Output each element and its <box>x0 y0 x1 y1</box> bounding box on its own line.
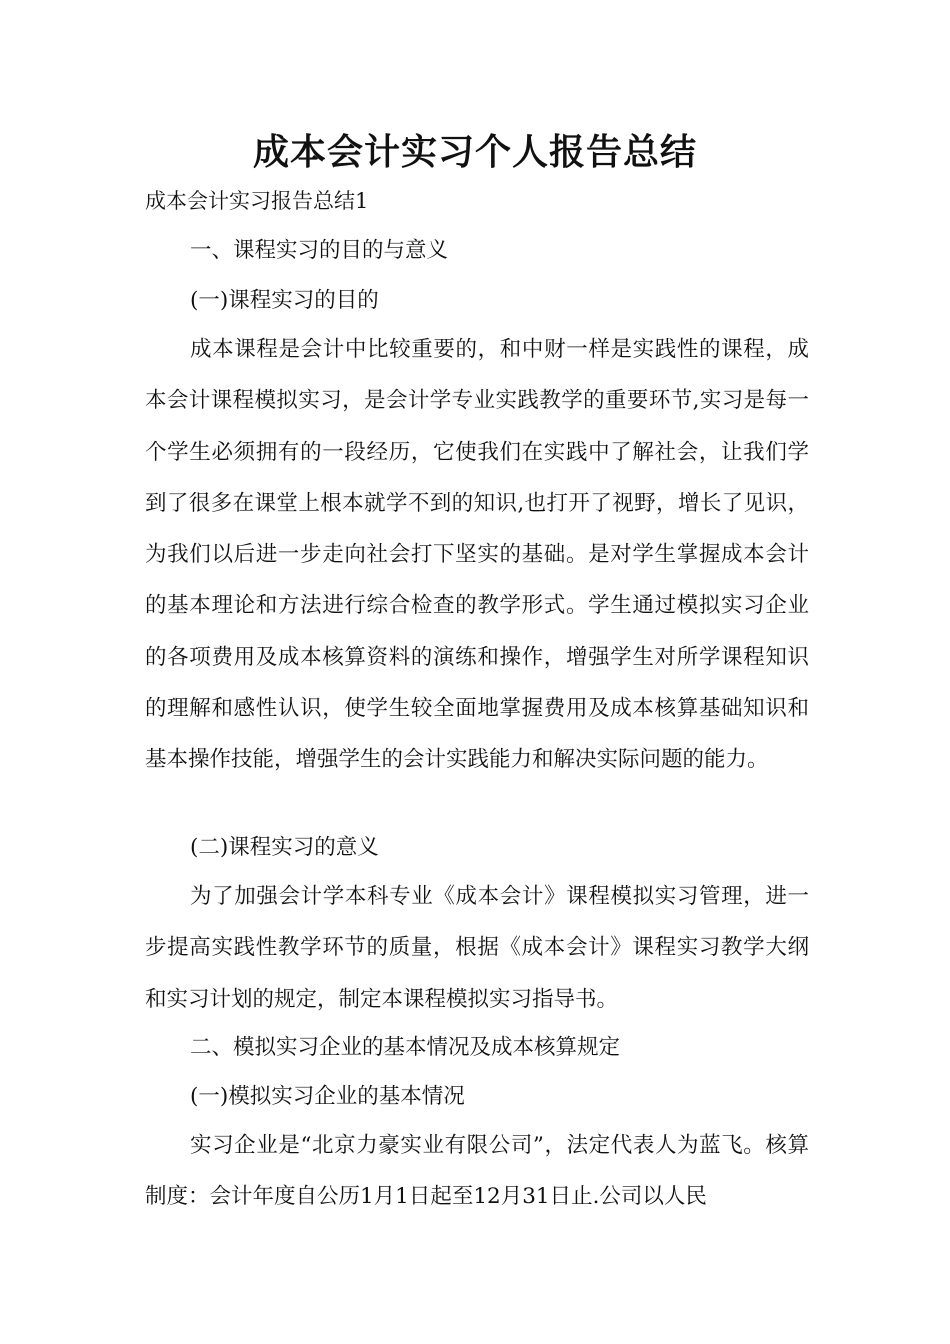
document-title: 成本会计实习个人报告总结 <box>252 131 697 173</box>
subsection-heading-2-1: (一)模拟实习企业的基本情况 <box>190 1084 465 1109</box>
section-heading-2: 二、模拟实习企业的基本情况及成本核算规定 <box>190 1035 621 1060</box>
section-heading-1: 一、课程实习的目的与意义 <box>190 238 449 263</box>
subsection-heading-1-2: (二)课程实习的意义 <box>190 835 379 860</box>
subsection-heading-1-1: (一)课程实习的目的 <box>190 288 379 313</box>
paragraph-purpose: 成本课程是会计中比较重要的，和中财一样是实践性的课程，成本会计课程模拟实习，是会计学专业实践教学的重要环节,实习是每一个学生必须拥有的一段经历，它使我们在实践中了解社会，让我们学到了很多在课堂上根本就学不到的知识,也打开了视野，增长了见识，为我们以后进一步走向社会打下坚实的基础。是对学生掌握成本会计的基本理论和方法进行综合检查的教学形式。学生通过模拟实习企业的各项费用及成本核算资料的演练和操作，增强学生对所学课程知识的理解和感性认识，使学生较全面地掌握费用及成本核算基础知识和基本操作技能，增强学生的会计实践能力和解决实际问题的能力。 <box>145 337 809 773</box>
paragraph-significance: 为了加强会计学本科专业《成本会计》课程模拟实习管理，进一步提高实践性教学环节的质量，根据《成本会计》课程实习教学大纲和实习计划的规定，制定本课程模拟实习指导书。 <box>145 884 809 1012</box>
document-subtitle: 成本会计实习报告总结1 <box>145 189 369 213</box>
paragraph-company-info: 实习企业是“北京力豪实业有限公司”，法定代表人为蓝飞。核算制度：会计年度自公历1月1日起至12月31日止.公司以人民 <box>145 1133 809 1210</box>
